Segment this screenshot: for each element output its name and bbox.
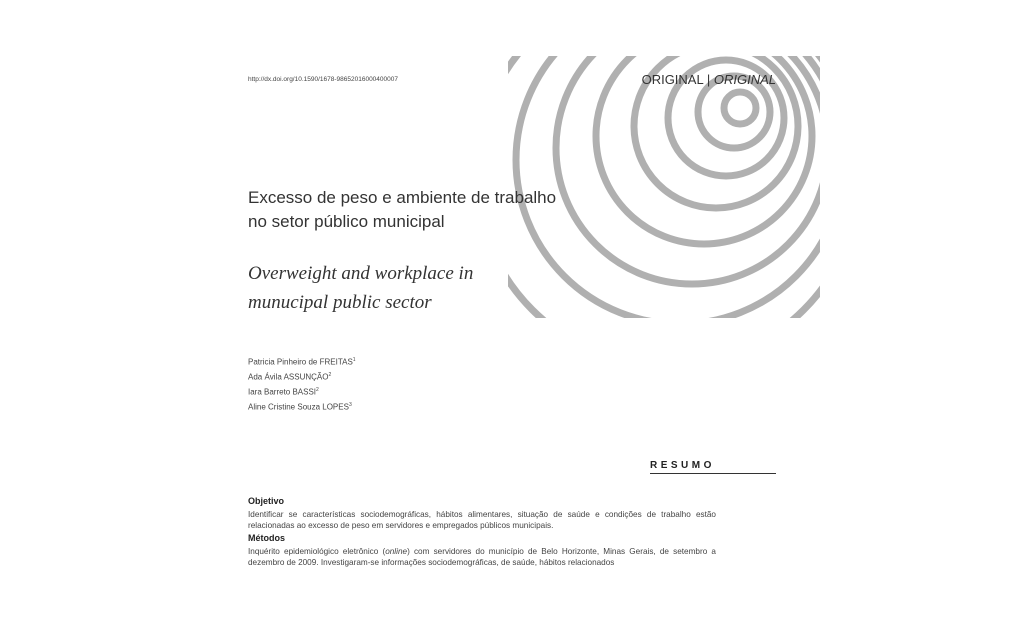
metodos-text [248,546,716,568]
title-pt-line: Excesso de peso e ambiente de trabalho [248,188,557,207]
author-name: Patricia Pinheiro de FREITAS [248,357,353,367]
objetivo-heading: Objetivo [248,496,285,506]
author [248,384,356,399]
metodos-text-online: online [385,547,408,556]
author-affiliation: 1 [352,357,356,363]
author-affiliation: 3 [348,402,352,409]
title-en-line: munucipal public sector [248,292,432,313]
section-label-italic: ORIGINAL [713,72,776,87]
title-english [248,259,588,317]
author-name: Aline Cristine Souza LOPES [248,403,349,413]
author-affiliation: 2 [316,387,319,394]
author [248,399,356,414]
metodos-heading: Métodos [248,533,285,543]
author [248,354,356,369]
author [248,369,356,384]
metodos-text-start: Inquérito epidemiológico eletrônico ( [248,547,386,556]
author-name: Iara Barreto BASSI [248,387,317,397]
doi-link[interactable]: http://dx.doi.org/10.1590/1678-98652016000400007 [248,76,398,83]
title-portuguese [248,186,588,234]
title-en-line: Overweight and workplace in [248,263,474,284]
title-pt-line: no setor público municipal [248,212,445,231]
author-list [248,354,356,415]
objetivo-text: Identificar se características sociodemográficas, hábitos alimentares, situação de saúde e condições de trabalho estão relacionadas ao excesso de peso em servidores e empregados públicos municipais. [248,510,716,530]
author-name: Ada Ávila ASSUNÇÃO [248,372,329,382]
section-label-separator: | [706,72,711,87]
section-label [642,72,776,87]
metodos-text-end: ) com servidores do município de Belo Horizonte, Minas Gerais, de setembro a dezembro de 2009. Investigaram-se informações sociodemográficas, de saúde, hábitos relacionados [248,547,716,567]
resumo-heading: RESUMO [650,460,776,474]
author-affiliation: 2 [328,372,332,379]
section-label-regular: ORIGINAL [641,72,704,87]
article-page [208,56,820,640]
abstract [248,496,716,570]
